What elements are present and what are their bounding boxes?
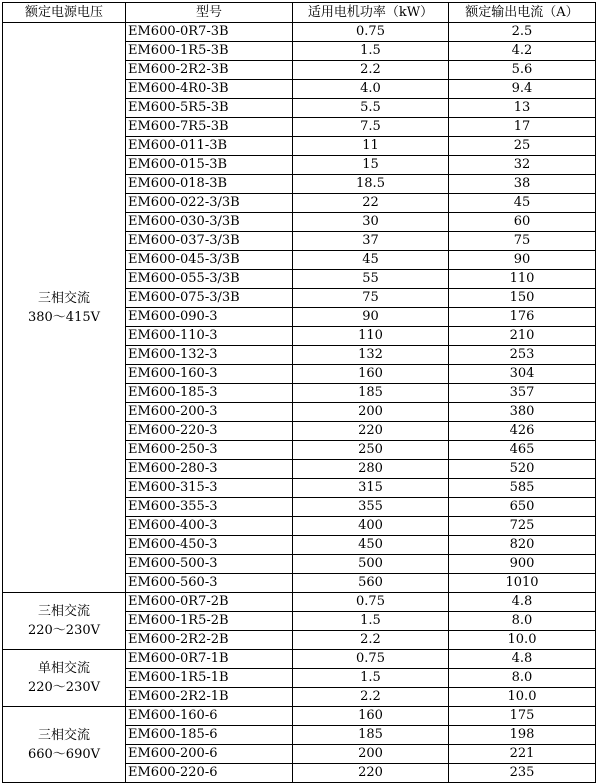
model-cell: EM600-200-6 bbox=[126, 745, 293, 764]
motor-power-cell: 22 bbox=[293, 194, 449, 213]
motor-power-cell: 200 bbox=[293, 403, 449, 422]
output-current-cell: 8.0 bbox=[449, 612, 596, 631]
model-cell: EM600-030-3/3B bbox=[126, 213, 293, 232]
output-current-cell: 198 bbox=[449, 726, 596, 745]
output-current-cell: 1010 bbox=[449, 574, 596, 593]
motor-power-cell: 450 bbox=[293, 536, 449, 555]
model-cell: EM600-200-3 bbox=[126, 403, 293, 422]
model-cell: EM600-220-6 bbox=[126, 764, 293, 783]
output-current-cell: 10.0 bbox=[449, 631, 596, 650]
output-current-cell: 221 bbox=[449, 745, 596, 764]
model-cell: EM600-015-3B bbox=[126, 156, 293, 175]
model-cell: EM600-450-3 bbox=[126, 536, 293, 555]
motor-power-cell: 400 bbox=[293, 517, 449, 536]
model-cell: EM600-185-6 bbox=[126, 726, 293, 745]
model-cell: EM600-037-3/3B bbox=[126, 232, 293, 251]
header-row bbox=[3, 3, 596, 23]
output-current-cell: 38 bbox=[449, 175, 596, 194]
model-cell: EM600-160-6 bbox=[126, 707, 293, 726]
model-cell: EM600-220-3 bbox=[126, 422, 293, 441]
output-current-cell: 17 bbox=[449, 118, 596, 137]
motor-power-cell: 37 bbox=[293, 232, 449, 251]
model-cell: EM600-018-3B bbox=[126, 175, 293, 194]
model-cell: EM600-400-3 bbox=[126, 517, 293, 536]
output-current-cell: 110 bbox=[449, 270, 596, 289]
model-cell: EM600-0R7-2B bbox=[126, 593, 293, 612]
model-cell: EM600-090-3 bbox=[126, 308, 293, 327]
model-cell: EM600-0R7-3B bbox=[126, 23, 293, 42]
model-cell: EM600-110-3 bbox=[126, 327, 293, 346]
motor-power-cell: 250 bbox=[293, 441, 449, 460]
motor-power-cell: 185 bbox=[293, 384, 449, 403]
motor-power-cell: 0.75 bbox=[293, 23, 449, 42]
motor-power-cell: 5.5 bbox=[293, 99, 449, 118]
table-row bbox=[3, 593, 596, 612]
motor-power-cell: 280 bbox=[293, 460, 449, 479]
table-header bbox=[3, 3, 596, 23]
output-current-cell: 175 bbox=[449, 707, 596, 726]
output-current-cell: 650 bbox=[449, 498, 596, 517]
output-current-cell: 9.4 bbox=[449, 80, 596, 99]
voltage-range-label: 660～690V bbox=[27, 746, 100, 762]
model-cell: EM600-160-3 bbox=[126, 365, 293, 384]
model-cell: EM600-132-3 bbox=[126, 346, 293, 365]
output-current-cell: 210 bbox=[449, 327, 596, 346]
output-current-cell: 585 bbox=[449, 479, 596, 498]
model-cell: EM600-1R5-3B bbox=[126, 42, 293, 61]
model-cell: EM600-1R5-2B bbox=[126, 612, 293, 631]
voltage-range-label: 220～230V bbox=[27, 623, 100, 638]
voltage-phase-label: 三相交流 bbox=[37, 604, 90, 619]
motor-power-cell: 110 bbox=[293, 327, 449, 346]
output-current-cell: 304 bbox=[449, 365, 596, 384]
motor-power-cell: 132 bbox=[293, 346, 449, 365]
output-current-cell: 725 bbox=[449, 517, 596, 536]
model-cell: EM600-250-3 bbox=[126, 441, 293, 460]
motor-power-cell: 200 bbox=[293, 745, 449, 764]
output-current-cell: 380 bbox=[449, 403, 596, 422]
output-current-cell: 90 bbox=[449, 251, 596, 270]
output-current-cell: 520 bbox=[449, 460, 596, 479]
model-cell: EM600-2R2-3B bbox=[126, 61, 293, 80]
rated-voltage-cell bbox=[3, 593, 126, 650]
model-cell: EM600-7R5-3B bbox=[126, 118, 293, 137]
motor-power-cell: 15 bbox=[293, 156, 449, 175]
header-model: 型号 bbox=[126, 3, 293, 23]
output-current-cell: 176 bbox=[449, 308, 596, 327]
table-body bbox=[3, 23, 596, 783]
model-cell: EM600-0R7-1B bbox=[126, 650, 293, 669]
model-cell: EM600-315-3 bbox=[126, 479, 293, 498]
motor-power-cell: 220 bbox=[293, 422, 449, 441]
output-current-cell: 45 bbox=[449, 194, 596, 213]
motor-power-cell: 1.5 bbox=[293, 612, 449, 631]
output-current-cell: 32 bbox=[449, 156, 596, 175]
motor-power-cell: 30 bbox=[293, 213, 449, 232]
motor-power-cell: 90 bbox=[293, 308, 449, 327]
header-output-current: 额定输出电流（A） bbox=[449, 3, 596, 23]
motor-power-cell: 7.5 bbox=[293, 118, 449, 137]
output-current-cell: 900 bbox=[449, 555, 596, 574]
model-cell: EM600-075-3/3B bbox=[126, 289, 293, 308]
motor-power-cell: 1.5 bbox=[293, 42, 449, 61]
rated-voltage-cell bbox=[3, 707, 126, 783]
motor-power-cell: 500 bbox=[293, 555, 449, 574]
output-current-cell: 60 bbox=[449, 213, 596, 232]
voltage-range-label: 380～415V bbox=[27, 309, 100, 325]
output-current-cell: 8.0 bbox=[449, 669, 596, 688]
model-cell: EM600-055-3/3B bbox=[126, 270, 293, 289]
output-current-cell: 4.8 bbox=[449, 650, 596, 669]
voltage-range-label: 220～230V bbox=[27, 680, 100, 695]
table-row bbox=[3, 23, 596, 42]
model-cell: EM600-011-3B bbox=[126, 137, 293, 156]
motor-power-cell: 2.2 bbox=[293, 61, 449, 80]
output-current-cell: 10.0 bbox=[449, 688, 596, 707]
motor-power-cell: 355 bbox=[293, 498, 449, 517]
output-current-cell: 253 bbox=[449, 346, 596, 365]
output-current-cell: 426 bbox=[449, 422, 596, 441]
voltage-phase-label: 三相交流 bbox=[37, 290, 90, 306]
motor-power-cell: 1.5 bbox=[293, 669, 449, 688]
output-current-cell: 25 bbox=[449, 137, 596, 156]
header-rated-voltage: 额定电源电压 bbox=[3, 3, 126, 23]
voltage-phase-label: 单相交流 bbox=[37, 661, 90, 676]
model-cell: EM600-1R5-1B bbox=[126, 669, 293, 688]
rated-voltage-cell bbox=[3, 23, 126, 593]
model-cell: EM600-500-3 bbox=[126, 555, 293, 574]
inverter-spec-table bbox=[2, 2, 596, 783]
output-current-cell: 465 bbox=[449, 441, 596, 460]
header-motor-power: 适用电机功率（kW） bbox=[293, 3, 449, 23]
output-current-cell: 2.5 bbox=[449, 23, 596, 42]
output-current-cell: 4.8 bbox=[449, 593, 596, 612]
model-cell: EM600-280-3 bbox=[126, 460, 293, 479]
model-cell: EM600-560-3 bbox=[126, 574, 293, 593]
table-row bbox=[3, 650, 596, 669]
motor-power-cell: 4.0 bbox=[293, 80, 449, 99]
output-current-cell: 820 bbox=[449, 536, 596, 555]
motor-power-cell: 18.5 bbox=[293, 175, 449, 194]
motor-power-cell: 2.2 bbox=[293, 631, 449, 650]
motor-power-cell: 160 bbox=[293, 365, 449, 384]
output-current-cell: 5.6 bbox=[449, 61, 596, 80]
output-current-cell: 150 bbox=[449, 289, 596, 308]
motor-power-cell: 160 bbox=[293, 707, 449, 726]
motor-power-cell: 45 bbox=[293, 251, 449, 270]
model-cell: EM600-5R5-3B bbox=[126, 99, 293, 118]
motor-power-cell: 560 bbox=[293, 574, 449, 593]
motor-power-cell: 0.75 bbox=[293, 650, 449, 669]
model-cell: EM600-185-3 bbox=[126, 384, 293, 403]
motor-power-cell: 55 bbox=[293, 270, 449, 289]
model-cell: EM600-2R2-2B bbox=[126, 631, 293, 650]
voltage-phase-label: 三相交流 bbox=[37, 727, 90, 743]
table-row bbox=[3, 707, 596, 726]
model-cell: EM600-045-3/3B bbox=[126, 251, 293, 270]
motor-power-cell: 75 bbox=[293, 289, 449, 308]
motor-power-cell: 185 bbox=[293, 726, 449, 745]
motor-power-cell: 2.2 bbox=[293, 688, 449, 707]
output-current-cell: 75 bbox=[449, 232, 596, 251]
model-cell: EM600-4R0-3B bbox=[126, 80, 293, 99]
output-current-cell: 4.2 bbox=[449, 42, 596, 61]
output-current-cell: 235 bbox=[449, 764, 596, 783]
motor-power-cell: 315 bbox=[293, 479, 449, 498]
model-cell: EM600-022-3/3B bbox=[126, 194, 293, 213]
model-cell: EM600-2R2-1B bbox=[126, 688, 293, 707]
motor-power-cell: 0.75 bbox=[293, 593, 449, 612]
output-current-cell: 357 bbox=[449, 384, 596, 403]
motor-power-cell: 11 bbox=[293, 137, 449, 156]
motor-power-cell: 220 bbox=[293, 764, 449, 783]
output-current-cell: 13 bbox=[449, 99, 596, 118]
model-cell: EM600-355-3 bbox=[126, 498, 293, 517]
rated-voltage-cell bbox=[3, 650, 126, 707]
